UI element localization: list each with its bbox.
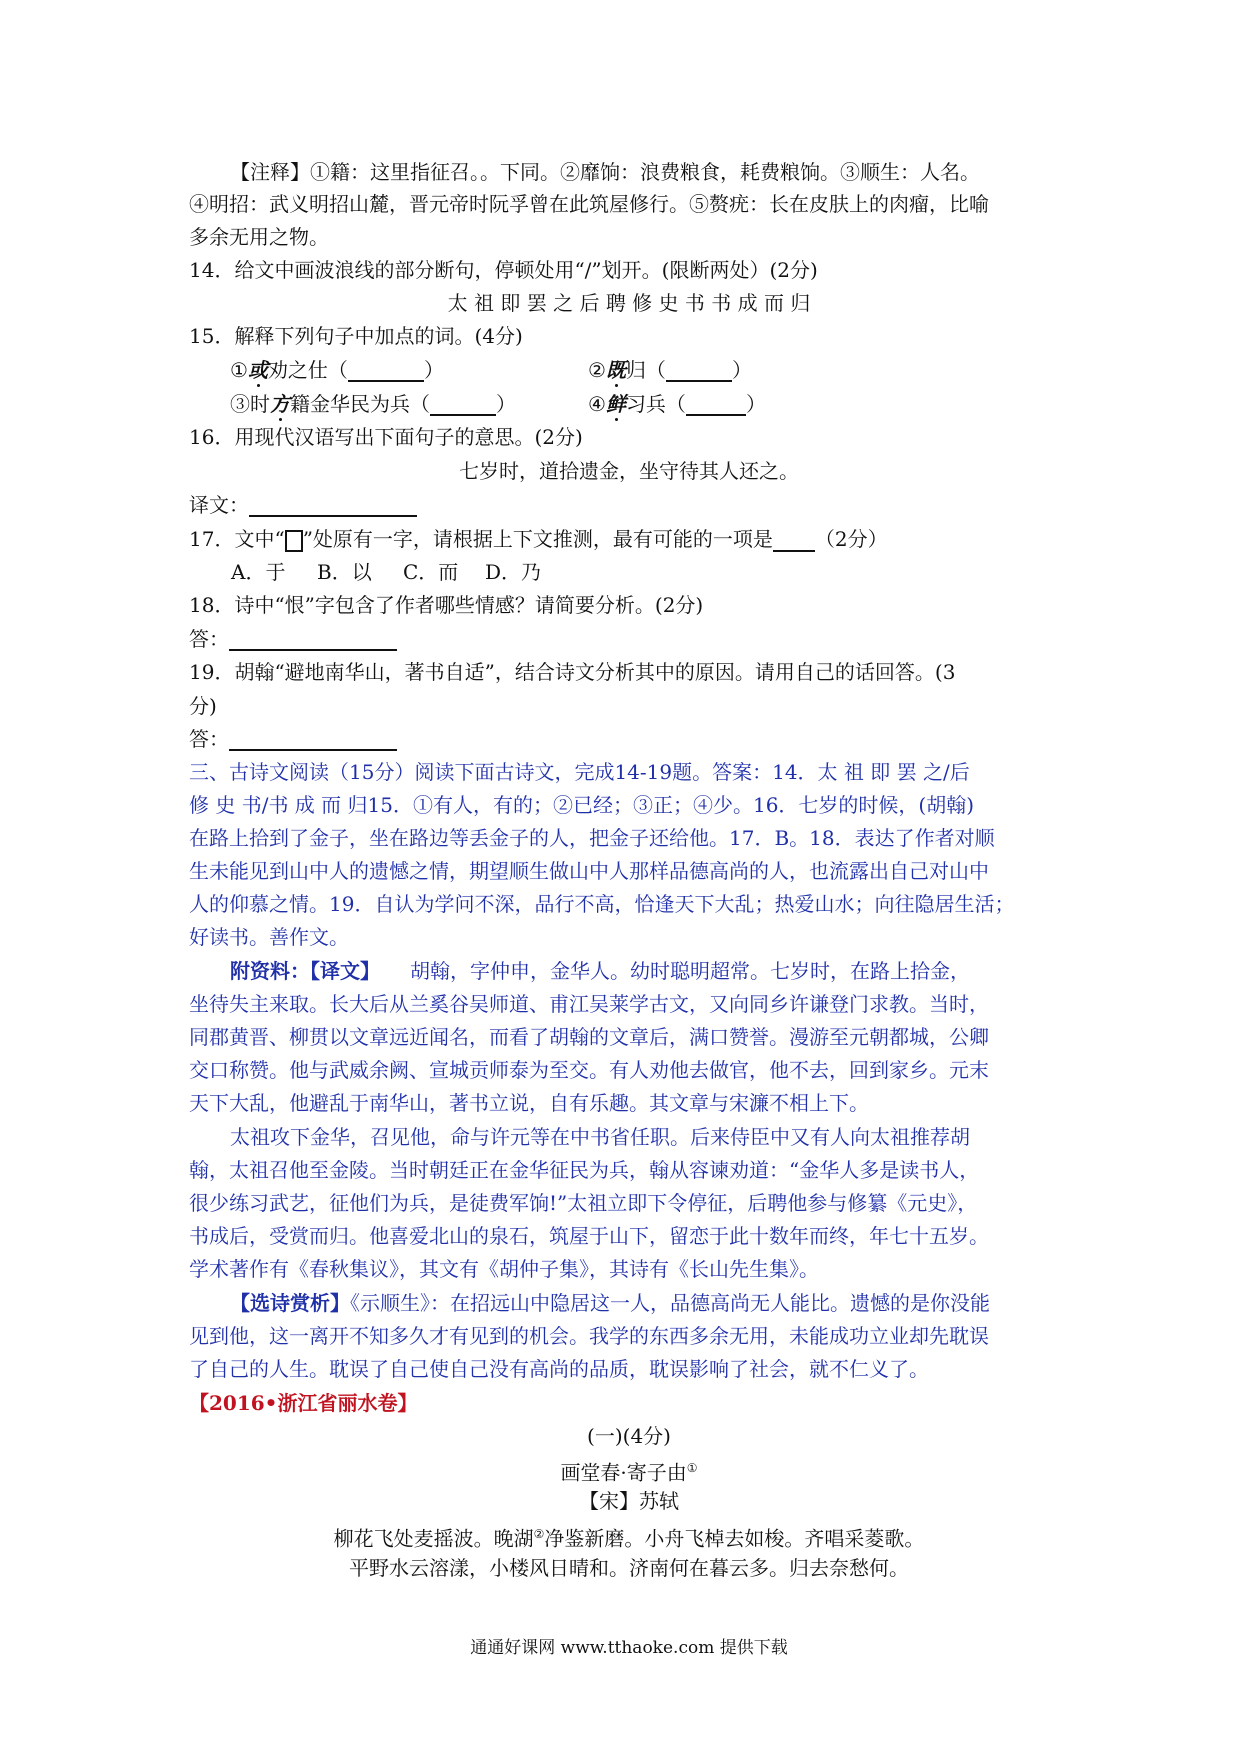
item-d-text: 习兵（ <box>625 392 686 416</box>
notes-line-3: 多余无用之物。 <box>189 225 329 249</box>
question-14-prompt: 14．给文中画波浪线的部分断句，停顿处用“/”划开。(限断两处）(2分) <box>189 258 818 282</box>
poem-title <box>189 1456 1069 1485</box>
item-a-close: ） <box>423 358 444 382</box>
translation-line-5: 天下大乱，他避乱于南华山，著书立说，自有乐趣。其文章与宋濂不相上下。 <box>189 1091 869 1115</box>
page-footer: 通通好课网 www.tthaoke.com 提供下载 <box>470 1638 788 1658</box>
answer-label: 答： <box>189 627 229 651</box>
item-b-text: 归（ <box>625 358 666 382</box>
poem-line-2: 平野水云溶漾，小楼风日晴和。济南何在暮云多。归去奈愁何。 <box>349 1556 909 1580</box>
item-a-dotted-word: 或 <box>247 358 268 382</box>
translation-line-3: 同郡黄晋、柳贯以文章远近闻名，而看了胡翰的文章后，满口赞誉。漫游至元朝都城，公卿 <box>189 1025 989 1049</box>
poem-author: 【宋】苏轼 <box>579 1489 679 1513</box>
option-d[interactable]: D．乃 <box>485 560 542 584</box>
question-15-item-d <box>588 392 888 416</box>
question-19-answer-blank[interactable] <box>229 729 397 751</box>
notes-line-2: ④明招：武义明招山麓，晋元帝时阮孚曾在此筑屋修行。⑤赘疣：长在皮肤上的肉瘤，比喻 <box>189 192 989 216</box>
item-c-answer-blank[interactable] <box>430 394 496 416</box>
answer-label: 答： <box>189 727 229 751</box>
question-17-prompt-start: 17．文中“ <box>189 527 285 551</box>
translation-line-8: 很少练习武艺，征他们为兵，是徒费军饷!”太祖立即下令停征，后聘他参与修纂《元史》， <box>189 1191 978 1215</box>
answers-line-3: 在路上拾到了金子，坐在路边等丢金子的人，把金子还给他。17．B。18．表达了作者对顺 <box>189 826 995 850</box>
option-c[interactable]: C．而 <box>403 560 459 584</box>
option-b[interactable]: B．以 <box>317 560 372 584</box>
translation-line-10: 学术著作有《春秋集议》，其文有《胡仲子集》，其诗有《长山先生集》。 <box>189 1257 819 1281</box>
question-19-prompt-line-2: 分) <box>189 694 217 718</box>
item-c-dotted-word: 方 <box>270 392 290 416</box>
question-16-answer-blank[interactable] <box>249 495 417 517</box>
answers-line-6: 好读书。善作文。 <box>189 925 349 949</box>
item-d-close: ） <box>745 392 766 416</box>
poem-section: (一)(4分) <box>587 1424 671 1448</box>
question-18-answer-blank[interactable] <box>229 629 397 651</box>
question-17-prompt-end: （2分） <box>814 527 888 551</box>
question-15-item-b <box>588 358 888 382</box>
option-a[interactable]: A．于 <box>231 560 286 584</box>
question-19-answer-line <box>189 727 1069 751</box>
answers-line-1: 三、古诗文阅读（15分）阅读下面古诗文，完成14-19题。答案：14．太 祖 即 罢 之/后 <box>189 760 970 784</box>
item-a-prefix: ① <box>230 358 248 382</box>
answers-line-4: 生未能见到山中人的遗憾之情，期望顺生做山中人那样品德高尚的人，也流露出自己对山中 <box>189 859 989 883</box>
item-c-text: 籍金华民为兵（ <box>290 392 430 416</box>
question-18-answer-line <box>189 627 1069 651</box>
notes-line-1: 【注释】①籍：这里指征召。。下同。②靡饷：浪费粮食，耗费粮饷。③顺生：人名。 <box>230 160 980 184</box>
translation-line-2: 坐待失主来取。长大后从兰奚谷吴师道、甫江吴莱学古文，又向同乡许谦登门求教。当时， <box>189 992 989 1016</box>
question-15-prompt: 15．解释下列句子中加点的词。(4分) <box>189 324 523 348</box>
answers-line-2: 修 史 书/书 成 而 归15．①有人，有的；②已经；③正；④少。16．七岁的时候，(胡翰) <box>189 793 975 817</box>
question-17-answer-blank[interactable] <box>773 530 815 552</box>
question-17-prompt-middle: ”处原有一字，请根据上下文推测，最有可能的一项是 <box>302 527 773 551</box>
item-b-close: ） <box>731 358 752 382</box>
missing-character-box <box>285 530 303 552</box>
appreciation-line-2: 见到他，这一离开不知多久才有见到的机会。我学的东西多余无用，未能成功立业却先耽误 <box>189 1324 989 1348</box>
item-a-answer-blank[interactable] <box>348 360 424 382</box>
appreciation-line-3: 了自己的人生。耽误了自己使自己没有高尚的品质，耽误影响了社会，就不仁义了。 <box>189 1357 929 1381</box>
question-18-prompt: 18．诗中“恨”字包含了作者哪些情感？请简要分析。(2分) <box>189 593 704 617</box>
poem-line-1-start: 柳花飞处麦摇波。晚湖 <box>333 1526 534 1551</box>
question-16-answer-line <box>189 493 1069 517</box>
translation-line-4: 交口称赞。他与武威余阙、宣城贡师泰为至交。有人劝他去做官，他不去，回到家乡。元末 <box>189 1058 989 1082</box>
appreciation-line-1 <box>230 1291 1110 1315</box>
answers-line-5: 人的仰慕之情。19．自认为学问不深，品行不高，恰逢天下大乱；热爱山水；向往隐居生活； <box>189 892 1015 916</box>
item-a-text: 劝之仕（ <box>267 358 348 382</box>
question-16-sentence: 七岁时，道拾遗金，坐守待其人还之。 <box>459 459 799 483</box>
question-17-prompt <box>189 527 1069 552</box>
item-c-prefix: ③时 <box>230 392 270 416</box>
question-15-item-a <box>230 358 530 382</box>
item-d-answer-blank[interactable] <box>686 394 746 416</box>
translation-line-9: 书成后，受赏而归。他喜爱北山的泉石，筑屋于山下，留恋于此十数年而终，年七十五岁。 <box>189 1224 989 1248</box>
translation-line-6: 太祖攻下金华，召见他，命与许元等在中书省任职。后来侍臣中又有人向太祖推荐胡 <box>230 1125 970 1149</box>
translation-line-7: 翰，太祖召他至金陵。当时朝廷正在金华征民为兵，翰从容谏劝道：“金华人多是读书人， <box>189 1158 980 1182</box>
question-14-text: 太 祖 即 罢 之 后 聘 修 史 书 书 成 而 归 <box>447 291 811 315</box>
poem-title-text: 画堂春·寄子由 <box>560 1460 687 1485</box>
item-b-answer-blank[interactable] <box>666 360 732 382</box>
item-b-dotted-word: 既 <box>605 358 626 382</box>
translation-text-1: 胡翰，字仲申，金华人。幼时聪明超常。七岁时，在路上拾金， <box>410 959 970 983</box>
poem-line-1-end: 净鉴新磨。小舟飞棹去如梭。齐唱采菱歌。 <box>544 1526 925 1551</box>
question-16-prompt: 16．用现代汉语写出下面句子的意思。(2分) <box>189 425 583 449</box>
translation-heading: 附资料：【译文】 <box>230 959 380 983</box>
translation-label: 译文： <box>189 493 249 517</box>
item-b-prefix: ② <box>588 358 606 382</box>
appreciation-heading: 【选诗赏析】 <box>230 1291 350 1315</box>
poem-line-1-note: ② <box>533 1527 545 1541</box>
appreciation-text-1: 《示顺生》：在招远山中隐居这一人，品德高尚无人能比。遗憾的是你没能 <box>350 1291 990 1315</box>
source-tag: 【2016•浙江省丽水卷】 <box>189 1391 418 1415</box>
question-19-prompt-line-1: 19．胡翰“避地南华山，著书自适”，结合诗文分析其中的原因。请用自己的话回答。(3 <box>189 660 956 684</box>
item-d-dotted-word: 鲜 <box>605 392 626 416</box>
question-15-item-c <box>230 392 570 416</box>
translation-line-1 <box>230 959 1110 983</box>
item-d-prefix: ④ <box>588 392 606 416</box>
poem-title-note: ① <box>686 1461 698 1475</box>
poem-line-1 <box>189 1522 1069 1551</box>
item-c-close: ） <box>496 392 516 416</box>
